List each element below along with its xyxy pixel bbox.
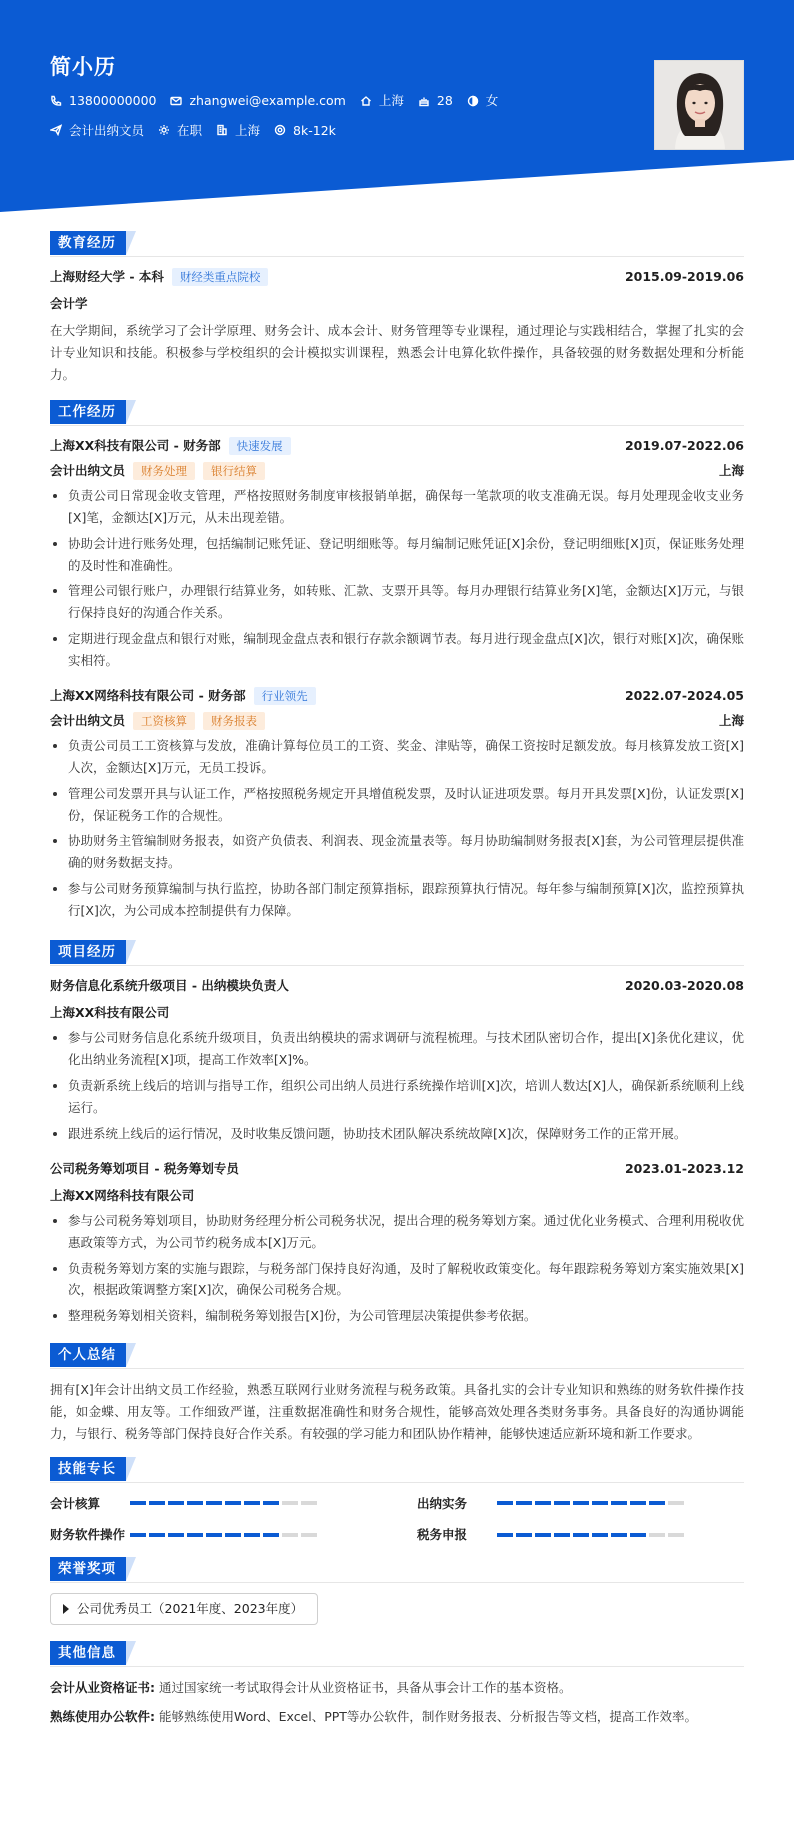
salary-text: 8k-12k bbox=[293, 122, 336, 138]
candidate-name: 简小历 bbox=[50, 55, 116, 79]
position-text: 会计出纳文员 bbox=[69, 122, 145, 138]
skill-level-segment bbox=[668, 1533, 684, 1537]
school-name: 上海财经大学 - 本科 bbox=[50, 269, 164, 284]
skill-level-segment bbox=[649, 1501, 665, 1505]
skill-level-segment bbox=[611, 1533, 627, 1537]
work-bullet: 参与公司财务预算编制与执行监控，协助各部门制定预算指标，跟踪预算执行情况。每年参与编制预算[X]次，监控预算执行[X]次，为公司成本控制提供有力保障。 bbox=[50, 878, 744, 922]
skills-section bbox=[50, 1457, 744, 1546]
work-company: 上海XX网络科技有限公司 - 财务部 bbox=[50, 687, 246, 703]
skill-level-segment bbox=[516, 1533, 532, 1537]
education-date: 2015.09-2019.06 bbox=[624, 269, 744, 284]
skill-level-segment bbox=[130, 1501, 146, 1505]
skill-level-segment bbox=[592, 1533, 608, 1537]
other-section bbox=[50, 1641, 744, 1729]
education-section bbox=[50, 231, 744, 386]
skill-level-segment bbox=[225, 1501, 241, 1505]
skill-level-segment bbox=[130, 1533, 146, 1537]
status-item bbox=[158, 122, 202, 140]
skill-level-segment bbox=[168, 1501, 184, 1505]
skill-item bbox=[417, 1524, 744, 1545]
skill-level-segment bbox=[497, 1533, 513, 1537]
gender-text: 女 bbox=[485, 93, 499, 109]
work-entry-header bbox=[50, 686, 744, 706]
resume-header bbox=[0, 0, 794, 215]
work-section bbox=[50, 400, 744, 922]
project-entry bbox=[50, 1159, 744, 1328]
phone-icon bbox=[50, 95, 62, 107]
skill-level-segment bbox=[301, 1533, 317, 1537]
summary-text: 拥有[X]年会计出纳文员工作经验，熟悉互联网行业财务流程与税务政策。具备扎实的会计专业知识和熟练的财务软件操作技能，如金蝶、用友等。工作细致严谨，注重数据准确性和财务合规性，能够高效处理各类财务事务。具备良好的沟通协调能力，与银行、税务等部门保持良好合作关系。有较强的学习能力和团队协作精神，能够快速适应新环境和新工作要求。 bbox=[50, 1382, 744, 1441]
work-date: 2022.07-2024.05 bbox=[624, 687, 744, 703]
project-bullets bbox=[50, 1210, 744, 1327]
summary-section bbox=[50, 1343, 744, 1445]
skill-level-bar bbox=[130, 1533, 317, 1537]
education-description: 在大学期间，系统学习了会计学原理、财务会计、成本会计、财务管理等专业课程，通过理论与实践相结合，掌握了扎实的会计专业知识和技能。积极参与学校组织的会计模拟实训课程，熟悉会计电算化软件操作，具备较强的财务数据处理和分析能力。 bbox=[50, 323, 744, 382]
skill-level-segment bbox=[497, 1501, 513, 1505]
skill-level-segment bbox=[149, 1501, 165, 1505]
skill-level-segment bbox=[516, 1501, 532, 1505]
gender-icon bbox=[467, 95, 479, 107]
project-header bbox=[50, 1159, 744, 1179]
work-skill-tag: 工资核算 bbox=[133, 712, 195, 730]
skill-level-bar bbox=[130, 1501, 317, 1505]
project-company: 上海XX网络科技有限公司 bbox=[50, 1187, 195, 1203]
age-item bbox=[418, 92, 453, 110]
other-label: 会计从业资格证书: bbox=[50, 1679, 155, 1695]
work-role-row bbox=[50, 711, 744, 731]
work-company-tag: 快速发展 bbox=[229, 437, 291, 455]
honor-item[interactable] bbox=[50, 1593, 318, 1624]
project-entry bbox=[50, 976, 744, 1145]
project-header bbox=[50, 976, 744, 996]
skill-level-segment bbox=[206, 1533, 222, 1537]
education-major: 会计学 bbox=[50, 296, 88, 311]
honor-text: 公司优秀员工（2021年度、2023年度） bbox=[77, 1601, 304, 1617]
project-bullet: 跟进系统上线后的运行情况，及时收集反馈问题，协助技术团队解决系统故障[X]次，保障财务工作的正常开展。 bbox=[50, 1123, 744, 1145]
work-skill-tag: 银行结算 bbox=[203, 462, 265, 480]
paper-plane-icon bbox=[50, 124, 62, 136]
work-company-tag: 行业领先 bbox=[254, 687, 316, 705]
skill-level-segment bbox=[263, 1533, 279, 1537]
project-bullet: 负责新系统上线后的培训与指导工作，组织公司出纳人员进行系统操作培训[X]次，培训人数达[X]人，确保新系统顺利上线运行。 bbox=[50, 1075, 744, 1119]
work-city: 上海 bbox=[718, 712, 744, 728]
skill-level-bar bbox=[497, 1533, 684, 1537]
work-entry bbox=[50, 686, 744, 922]
skill-name: 出纳实务 bbox=[417, 1495, 468, 1511]
skill-level-segment bbox=[630, 1501, 646, 1505]
section-title-projects: 项目经历 bbox=[50, 940, 126, 964]
project-bullet: 参与公司财务信息化系统升级项目，负责出纳模块的需求调研与流程梳理。与技术团队密切合作，提出[X]条优化建议，优化出纳业务流程[X]项，提高工作效率[X]%。 bbox=[50, 1027, 744, 1071]
work-entry bbox=[50, 436, 744, 672]
project-company: 上海XX科技有限公司 bbox=[50, 1004, 170, 1020]
skill-level-segment bbox=[668, 1501, 684, 1505]
status-text: 在职 bbox=[177, 122, 203, 138]
expand-triangle-icon bbox=[63, 1604, 69, 1614]
work-company: 上海XX科技有限公司 - 财务部 bbox=[50, 437, 221, 453]
skill-item bbox=[50, 1524, 377, 1545]
work-skill-tag: 财务报表 bbox=[203, 712, 265, 730]
city-text: 上海 bbox=[235, 122, 261, 138]
skill-level-segment bbox=[535, 1501, 551, 1505]
work-bullets bbox=[50, 735, 744, 922]
phone-item bbox=[50, 92, 156, 110]
phone-text: 13800000000 bbox=[69, 93, 157, 109]
skill-level-segment bbox=[649, 1533, 665, 1537]
skill-level-segment bbox=[592, 1501, 608, 1505]
gender-item bbox=[467, 92, 499, 110]
age-text: 28 bbox=[436, 93, 453, 109]
work-entry-header bbox=[50, 436, 744, 456]
project-bullet: 参与公司税务筹划项目，协助财务经理分析公司税务状况，提出合理的税务筹划方案。通过优化业务模式、合理利用税收优惠政策等方式，为公司节约税务成本[X]万元。 bbox=[50, 1210, 744, 1254]
skill-level-segment bbox=[244, 1501, 260, 1505]
work-skill-tag: 财务处理 bbox=[133, 462, 195, 480]
project-name: 公司税务筹划项目 - 税务筹划专员 bbox=[50, 1160, 239, 1176]
email-icon bbox=[170, 95, 182, 107]
skill-level-segment bbox=[206, 1501, 222, 1505]
coin-icon bbox=[274, 124, 286, 136]
school-tag: 财经类重点院校 bbox=[172, 268, 269, 286]
honors-section bbox=[50, 1557, 744, 1624]
email-text: zhangwei@example.com bbox=[189, 93, 346, 109]
section-title-other: 其他信息 bbox=[50, 1641, 126, 1665]
section-title-education: 教育经历 bbox=[50, 231, 126, 255]
gear-icon bbox=[158, 124, 170, 136]
work-role: 会计出纳文员 bbox=[50, 712, 126, 728]
skill-item bbox=[50, 1493, 377, 1514]
skill-name: 财务软件操作 bbox=[50, 1527, 126, 1542]
skill-level-segment bbox=[282, 1501, 298, 1505]
skill-item bbox=[417, 1493, 744, 1514]
skill-level-segment bbox=[301, 1501, 317, 1505]
city-item bbox=[216, 122, 260, 140]
skill-level-segment bbox=[282, 1533, 298, 1537]
project-date: 2023.01-2023.12 bbox=[624, 1160, 744, 1176]
work-bullet: 负责公司员工工资核算与发放，准确计算每位员工的工资、奖金、津贴等，确保工资按时足额发放。每月核算发放工资[X]人次，金额达[X]万元，无员工投诉。 bbox=[50, 735, 744, 779]
skill-level-segment bbox=[225, 1533, 241, 1537]
project-bullets bbox=[50, 1027, 744, 1144]
work-city: 上海 bbox=[718, 462, 744, 478]
location-item bbox=[360, 92, 404, 110]
project-name: 财务信息化系统升级项目 - 出纳模块负责人 bbox=[50, 977, 289, 993]
project-bullet: 整理税务筹划相关资料，编制税务筹划报告[X]份，为公司管理层决策提供参考依据。 bbox=[50, 1305, 744, 1327]
project-bullet: 负责税务筹划方案的实施与跟踪，与税务部门保持良好沟通，及时了解税收政策变化。每年跟踪税务筹划方案实施效果[X]次，根据政策调整方案[X]次，确保公司税务合规。 bbox=[50, 1258, 744, 1302]
skill-level-segment bbox=[573, 1501, 589, 1505]
skill-level-segment bbox=[554, 1501, 570, 1505]
work-bullets bbox=[50, 485, 744, 672]
skill-level-segment bbox=[244, 1533, 260, 1537]
skill-level-segment bbox=[611, 1501, 627, 1505]
salary-item bbox=[274, 122, 336, 140]
other-item bbox=[50, 1677, 744, 1699]
skill-level-segment bbox=[187, 1501, 203, 1505]
section-title-summary: 个人总结 bbox=[50, 1343, 126, 1367]
work-role: 会计出纳文员 bbox=[50, 462, 126, 478]
section-title-skills: 技能专长 bbox=[50, 1457, 126, 1481]
position-item bbox=[50, 122, 144, 140]
skill-level-segment bbox=[630, 1533, 646, 1537]
email-item bbox=[170, 92, 345, 110]
section-title-honors: 荣誉奖项 bbox=[50, 1557, 126, 1581]
skill-level-segment bbox=[149, 1533, 165, 1537]
skill-level-segment bbox=[187, 1533, 203, 1537]
skill-level-bar bbox=[497, 1501, 684, 1505]
skill-level-segment bbox=[535, 1533, 551, 1537]
work-bullet: 协助财务主管编制财务报表，如资产负债表、利润表、现金流量表等。每月协助编制财务报表[X]套，为公司管理层提供准确的财务数据支持。 bbox=[50, 830, 744, 874]
location-text: 上海 bbox=[378, 93, 404, 109]
skill-level-segment bbox=[573, 1533, 589, 1537]
profile-photo bbox=[654, 60, 744, 150]
project-date: 2020.03-2020.08 bbox=[624, 977, 744, 993]
work-bullet: 管理公司银行账户，办理银行结算业务，如转账、汇款、支票开具等。每月办理银行结算业务[X]笔，金额达[X]万元，与银行保持良好的沟通合作关系。 bbox=[50, 580, 744, 624]
work-bullet: 协助会计进行账务处理，包括编制记账凭证、登记明细账等。每月编制记账凭证[X]余份，登记明细账[X]页，保证账务处理的及时性和准确性。 bbox=[50, 533, 744, 577]
other-label: 熟练使用办公软件: bbox=[50, 1709, 155, 1725]
section-title-work: 工作经历 bbox=[50, 400, 126, 424]
other-item bbox=[50, 1706, 744, 1728]
education-header-row bbox=[50, 267, 744, 287]
other-text: 能够熟练使用Word、Excel、PPT等办公软件，制作财务报表、分析报告等文档，提高工作效率。 bbox=[158, 1709, 697, 1725]
work-bullet: 定期进行现金盘点和银行对账，编制现金盘点表和银行存款余额调节表。每月进行现金盘点[X]次，银行对账[X]次，确保账实相符。 bbox=[50, 628, 744, 672]
skill-level-segment bbox=[554, 1533, 570, 1537]
projects-section bbox=[50, 940, 744, 1327]
home-icon bbox=[360, 95, 372, 107]
skill-name: 会计核算 bbox=[50, 1495, 101, 1511]
cake-icon bbox=[418, 95, 430, 107]
work-role-row bbox=[50, 461, 744, 481]
work-bullet: 负责公司日常现金收支管理，严格按照财务制度审核报销单据，确保每一笔款项的收支准确无误。每月处理现金收支业务[X]笔，金额达[X]万元，从未出现差错。 bbox=[50, 485, 744, 529]
other-text: 通过国家统一考试取得会计从业资格证书，具备从事会计工作的基本资格。 bbox=[158, 1679, 572, 1695]
work-bullet: 管理公司发票开具与认证工作，严格按照税务规定开具增值税发票，及时认证进项发票。每月开具发票[X]份，认证发票[X]份，保证税务工作的合规性。 bbox=[50, 783, 744, 827]
skills-grid bbox=[50, 1493, 744, 1546]
profile-photo-image bbox=[655, 61, 744, 150]
skill-level-segment bbox=[263, 1501, 279, 1505]
skill-level-segment bbox=[168, 1533, 184, 1537]
building-icon bbox=[216, 124, 228, 136]
work-date: 2019.07-2022.06 bbox=[624, 437, 744, 453]
skill-name: 税务申报 bbox=[417, 1527, 468, 1542]
